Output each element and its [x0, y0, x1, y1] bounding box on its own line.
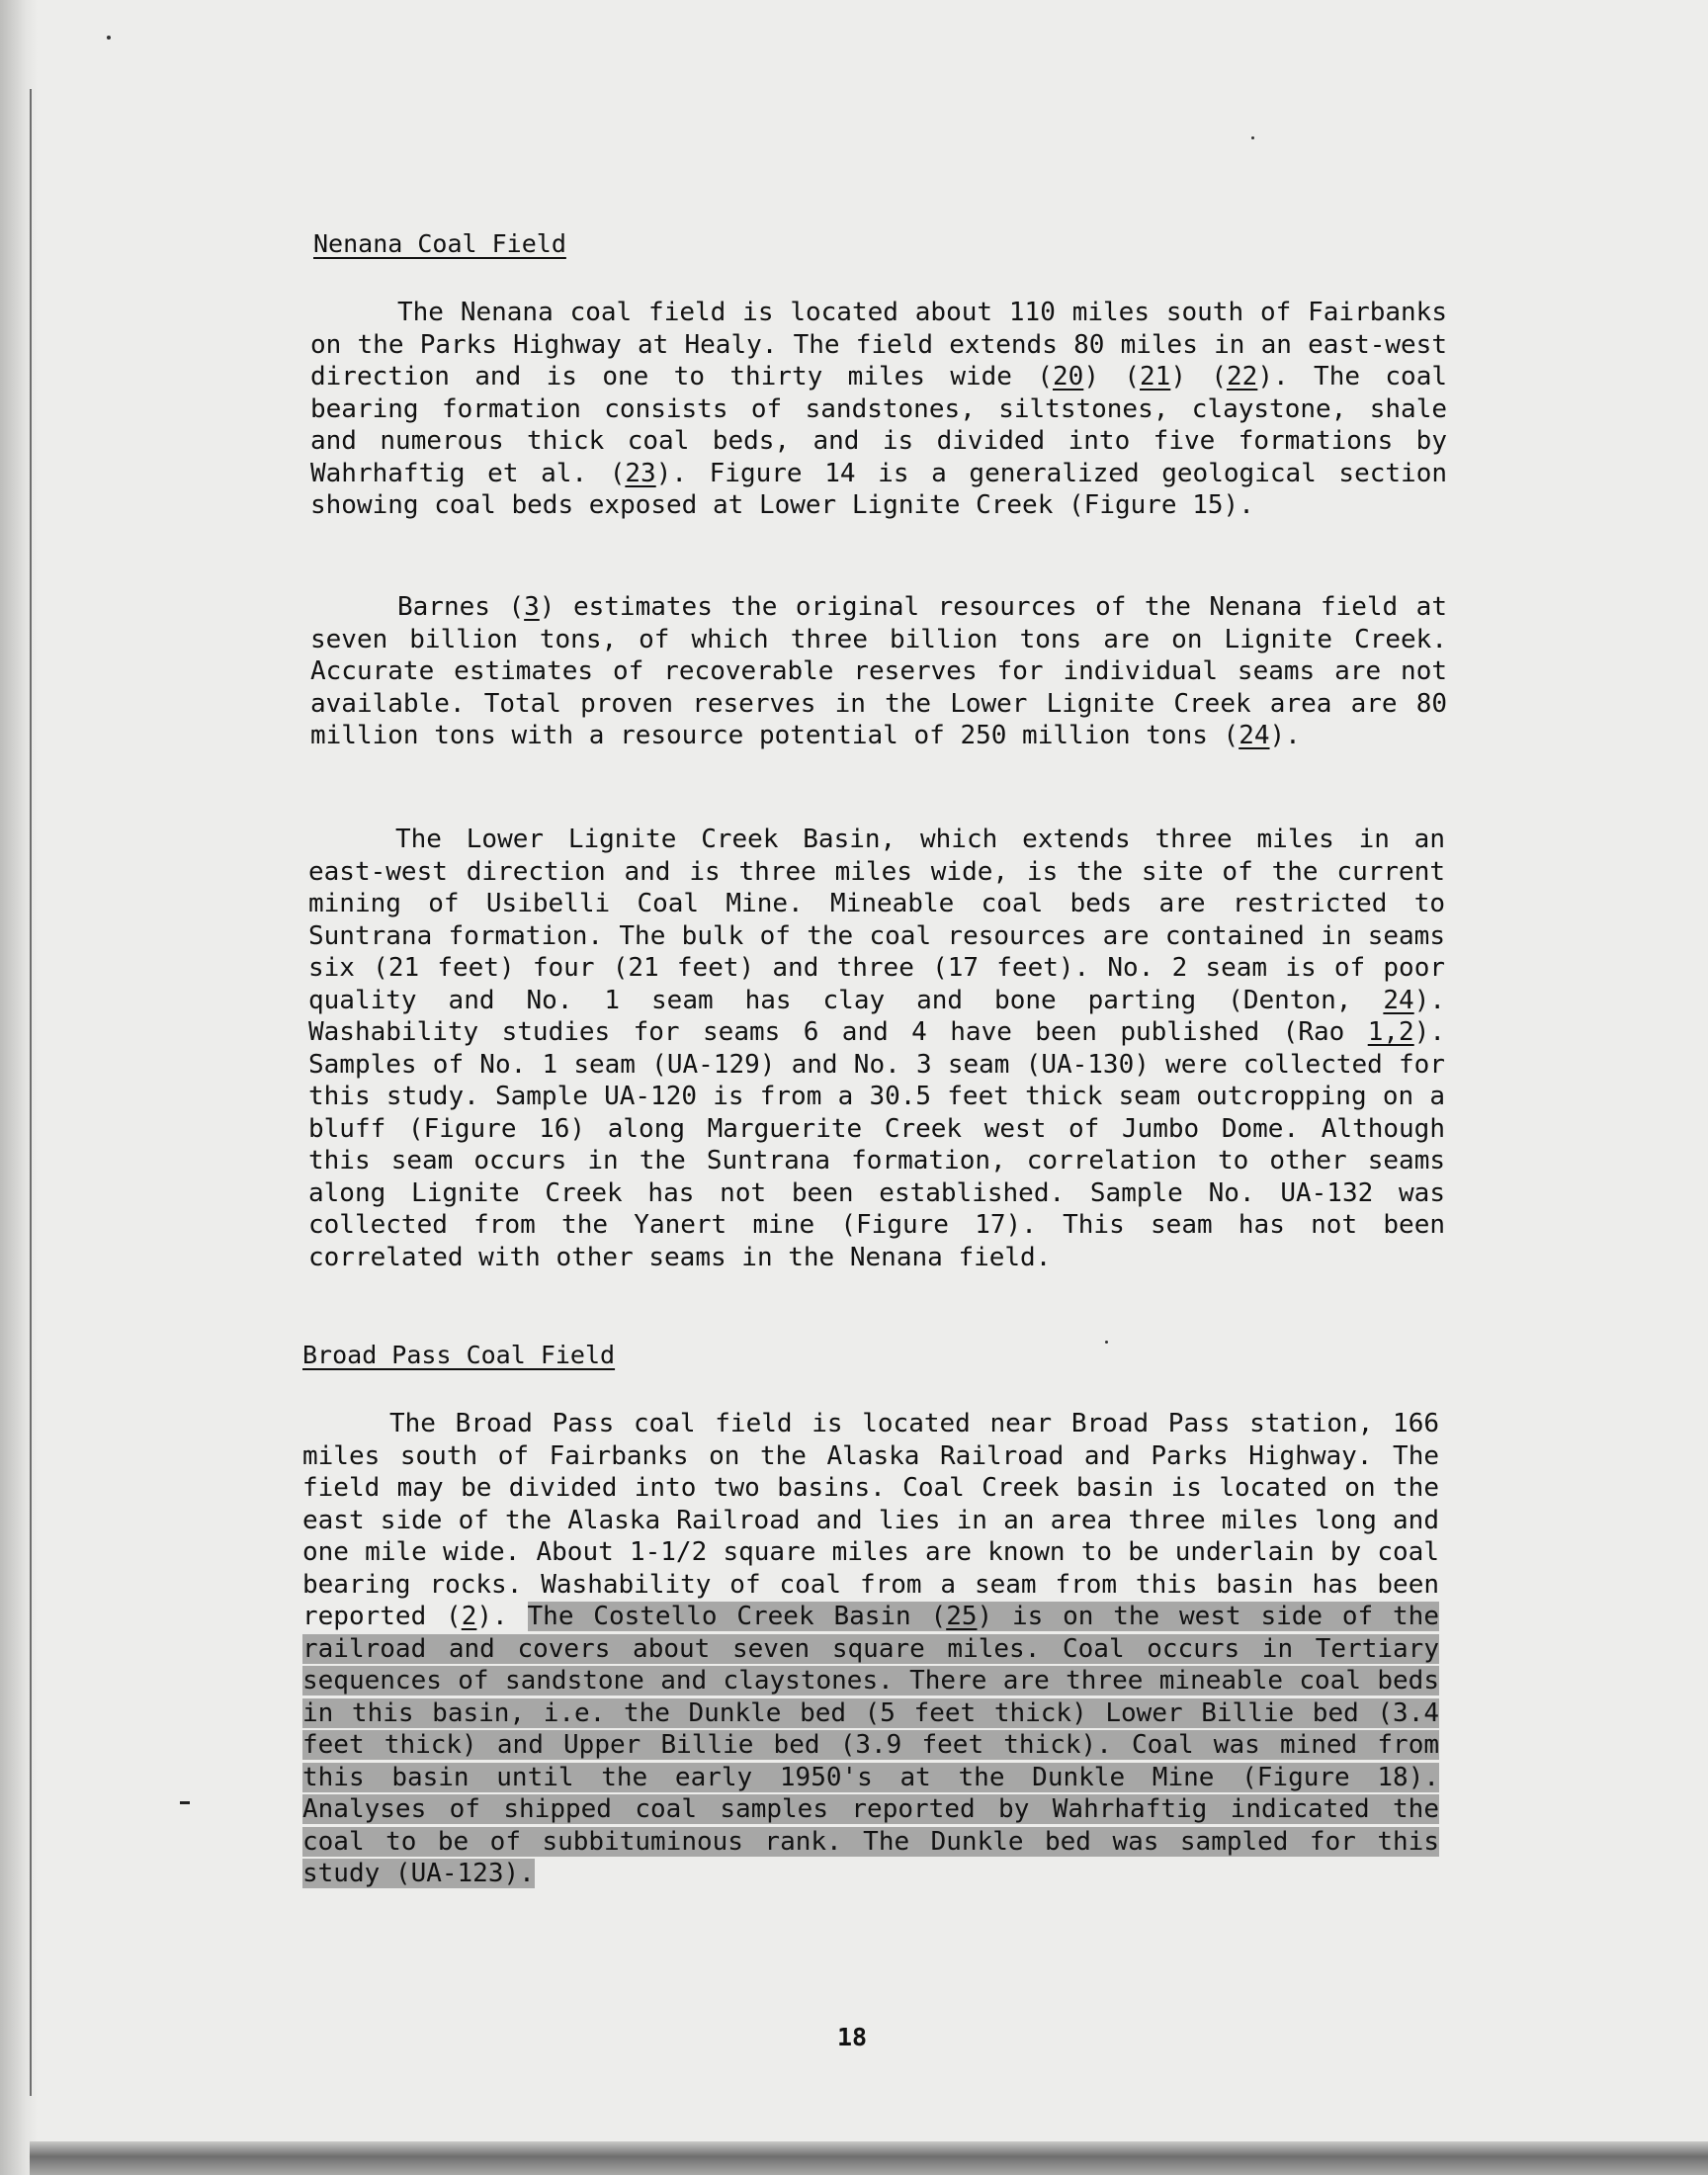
text-run: ).	[1269, 721, 1301, 750]
page-binding-edge	[0, 0, 38, 2175]
text-run: The Broad Pass coal field is located near Broad Pass station, 166 miles south of Fairbanks on the Alaska Railroad and Parks Highway. The field may be divided into two basins. Coal Creek basin is located on the east side of the Alaska Railroad and lies in an area three miles long and one mile wide. About 1-1/2 square miles are known to be underlain by coal bearing rocks. Washability of coal from a seam from this basin has been reported (	[302, 1409, 1439, 1631]
text-run: ) estimates the original resources of the Nenana field at seven billion tons, of which three billion tons are on Lignite Creek. Accurate estimates of recoverable reserves for individual seams are not available. Total proven reserves in the Lower Lignite Creek area are 80 million tons with a resource potential of 250 million tons (	[310, 592, 1447, 750]
text-run: ) (	[1170, 362, 1228, 392]
text-run: ).	[476, 1602, 528, 1631]
reference-link: 1,2	[1367, 1017, 1414, 1047]
paragraph-broad-pass-1	[302, 1408, 1439, 1890]
paragraph-nenana-2	[310, 591, 1447, 752]
page-bottom-edge	[30, 2141, 1708, 2175]
text-run: ). Washability studies for seams 6 and 4 have been published (Rao	[308, 985, 1445, 1047]
highlighted-passage	[302, 1602, 1439, 1888]
text-run: The Costello Creek Basin (	[527, 1602, 947, 1631]
section-heading-broad-pass: Broad Pass Coal Field	[302, 1341, 616, 1369]
text-run: ) is on the west side of the railroad and covers about seven square miles. Coal occurs in Tertiary sequences of sandstone and claystones. There are three mineable coal beds in this basin, i.e. the Dunkle bed (5 feet thick) Lower Billie bed (3.4 feet thick) and Upper Billie bed (3.9 feet thick). Coal was mined from this basin until the early 1950's at the Dunkle Mine (Figure 18). Analyses of shipped coal samples reported by Wahrhaftig indicated the coal to be of subbituminous rank. The Dunkle bed was sampled for this study (UA-123).	[302, 1602, 1439, 1888]
reference-link: 23	[625, 458, 656, 488]
scan-speck	[107, 36, 111, 40]
text-run: ). Figure 14 is a generalized geological section showing coal beds exposed at Lower Lignite Creek (Figure 15).	[310, 458, 1447, 520]
text-run: Barnes (	[397, 592, 525, 622]
reference-link: 21	[1140, 362, 1171, 392]
reference-link: 22	[1227, 362, 1258, 392]
text-run: The Nenana coal field is located about 110 miles south of Fairbanks on the Parks Highway at Healy. The field extends 80 miles in an east-west direction and is one to thirty miles wide (	[310, 298, 1447, 392]
reference-link: 3	[524, 592, 540, 622]
scan-speck	[1105, 1341, 1108, 1344]
text-run: ). Samples of No. 1 seam (UA-129) and No. 3 seam (UA-130) were collected for this study. Sample UA-120 is from a 30.5 feet thick seam outcropping on a bluff (Figure 16) along Marguerite Creek west of Jumbo Dome. Although this seam occurs in the Suntrana formation, correlation to other seams along Lignite Creek has not been established. Sample No. UA-132 was collected from the Yanert mine (Figure 17). This seam has not been correlated with other seams in the Nenana field.	[308, 1017, 1445, 1272]
reference-link: 24	[1383, 985, 1414, 1015]
page-number: 18	[836, 2023, 868, 2051]
paragraph-nenana-1	[310, 297, 1447, 522]
scan-speck	[1251, 136, 1254, 139]
reference-link: 25	[946, 1602, 978, 1631]
page-binding-line	[30, 89, 32, 2096]
scan-mark	[180, 1801, 190, 1804]
text-run: ). The coal bearing formation consists of sandstones, siltstones, claystone, shale and numerous thick coal beds, and is divided into five formations by Wahrhaftig et al. (	[310, 362, 1448, 488]
paragraph-nenana-3	[308, 824, 1445, 1273]
reference-link: 24	[1238, 721, 1270, 750]
text-run: ) (	[1083, 362, 1141, 392]
reference-link: 2	[461, 1602, 477, 1631]
section-heading-nenana: Nenana Coal Field	[313, 229, 566, 258]
reference-link: 20	[1053, 362, 1084, 392]
text-run: The Lower Lignite Creek Basin, which extends three miles in an east-west direction and is three miles wide, is the site of the current mining of Usibelli Coal Mine. Mineable coal beds are restricted to Suntrana formation. The bulk of the coal resources are contained in seams six (21 feet) four (21 feet) and three (17 feet). No. 2 seam is of poor quality and No. 1 seam has clay and bone parting (Denton,	[308, 825, 1445, 1015]
